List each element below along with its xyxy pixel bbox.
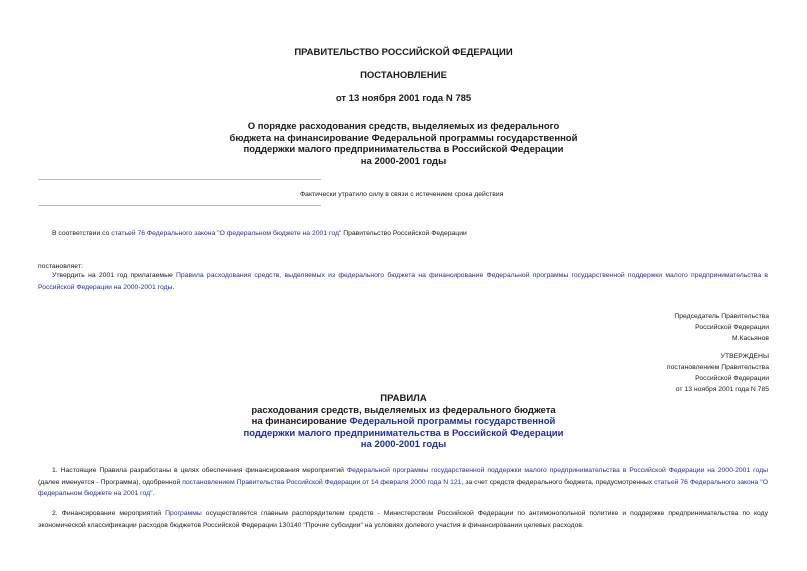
paragraph-text: (далее именуется - Программа), одобренной bbox=[38, 478, 183, 486]
paragraph-text: осуществляется главным распорядителем средств - Министерством Российской Федерации по антимонопольной политике и поддержке предпринимательства по коду экономической классификации расходов бюджетов Российской Федерации 130140 "Прочие субсидии" на условиях долевого участия в финансировании целевых расходов. bbox=[38, 510, 768, 529]
preamble-text: Правительство Российской Федерации bbox=[341, 230, 467, 237]
paragraph-text: . bbox=[152, 490, 155, 497]
rules-title-line: ПРАВИЛА bbox=[380, 393, 427, 404]
signature-line: М.Касьянов bbox=[731, 335, 769, 342]
paragraph-text: 1. Настоящие Правила разработаны в целях обеспечения финансирования мероприятий bbox=[52, 467, 347, 474]
paragraph-text: . bbox=[172, 283, 175, 291]
paragraph-text: , за счет средств федерального бюджета, предусмотренных bbox=[461, 478, 655, 486]
title-line: бюджета на финансирование Федеральной программы государственной bbox=[229, 132, 578, 144]
approval-block bbox=[667, 351, 769, 395]
rules-title-line bbox=[0, 439, 807, 451]
preamble-text: В соответствии со bbox=[52, 230, 112, 237]
approval-line: Российской Федерации bbox=[695, 375, 769, 382]
preamble bbox=[52, 228, 772, 240]
approve-paragraph bbox=[38, 270, 768, 293]
rules-title-line bbox=[0, 416, 807, 428]
federal-law-article-link[interactable]: статьей 76 Федерального закона "О федеральном бюджете на 2001 год" bbox=[111, 230, 342, 237]
rules-title-text: на финансирование bbox=[251, 416, 350, 427]
document-title bbox=[0, 121, 807, 167]
title-line: О порядке расходования средств, выделяемых из федерального bbox=[247, 121, 560, 132]
approval-line: постановлением Правительства bbox=[666, 364, 769, 371]
rules-link[interactable]: Правила расходования средств, выделяемых из федерального бюджета на финансирование Федеральной программы государственной поддержки малого предпринимательства в Российской Федерации на 2000-2001 годы bbox=[38, 272, 768, 291]
federal-program-link[interactable]: Федеральной программы государственной поддержки малого предпринимательства в Российской Федерации на 2000-2001 годы bbox=[346, 467, 768, 474]
approval-line: от 13 ноября 2001 года N 785 bbox=[675, 386, 769, 393]
program-link[interactable]: Программы bbox=[165, 510, 202, 517]
divider bbox=[38, 179, 321, 180]
rules-point-2 bbox=[38, 508, 768, 531]
signature-line: Российской Федерации bbox=[695, 324, 769, 331]
signature-block bbox=[674, 311, 769, 344]
rules-title-line: расходования средств, выделяемых из федерального бюджета bbox=[251, 404, 556, 416]
resolves-text: постановляет: bbox=[38, 263, 83, 270]
federal-law-article-link[interactable]: статьей 76 Федерального закона "О федеральном бюджете на 2001 год" bbox=[38, 478, 768, 497]
document-date-number: от 13 ноября 2001 года N 785 bbox=[335, 93, 472, 104]
status-note: Фактически утратило силу в связи с истечением срока действия bbox=[300, 191, 504, 198]
approval-line: УТВЕРЖДЕНЫ bbox=[720, 353, 769, 360]
paragraph-text: 2. Финансирование мероприятий bbox=[52, 510, 166, 517]
rules-point-1 bbox=[38, 465, 768, 500]
divider bbox=[38, 205, 321, 206]
signature-line: Председатель Правительства bbox=[674, 313, 769, 320]
federal-program-link[interactable]: поддержки малого предпринимательства в Российской Федерации bbox=[243, 427, 564, 439]
title-line: на 2000-2001 годы bbox=[360, 155, 447, 167]
government-resolution-link[interactable]: постановлением Правительства Российской Федерации от 14 февраля 2000 года N 121 bbox=[182, 478, 462, 486]
rules-title-line bbox=[0, 428, 807, 440]
federal-program-link[interactable]: на 2000-2001 годы bbox=[360, 439, 447, 450]
government-heading: ПРАВИТЕЛЬСТВО РОССИЙСКОЙ ФЕДЕРАЦИИ bbox=[294, 47, 513, 58]
paragraph-text: Утвердить на 2001 год прилагаемые bbox=[52, 272, 177, 279]
title-line: поддержки малого предпринимательства в Российской Федерации bbox=[243, 144, 564, 155]
document-type: ПОСТАНОВЛЕНИЕ bbox=[360, 70, 447, 81]
federal-program-link[interactable]: Федеральной программы государственной bbox=[349, 416, 556, 427]
rules-title bbox=[0, 393, 807, 451]
